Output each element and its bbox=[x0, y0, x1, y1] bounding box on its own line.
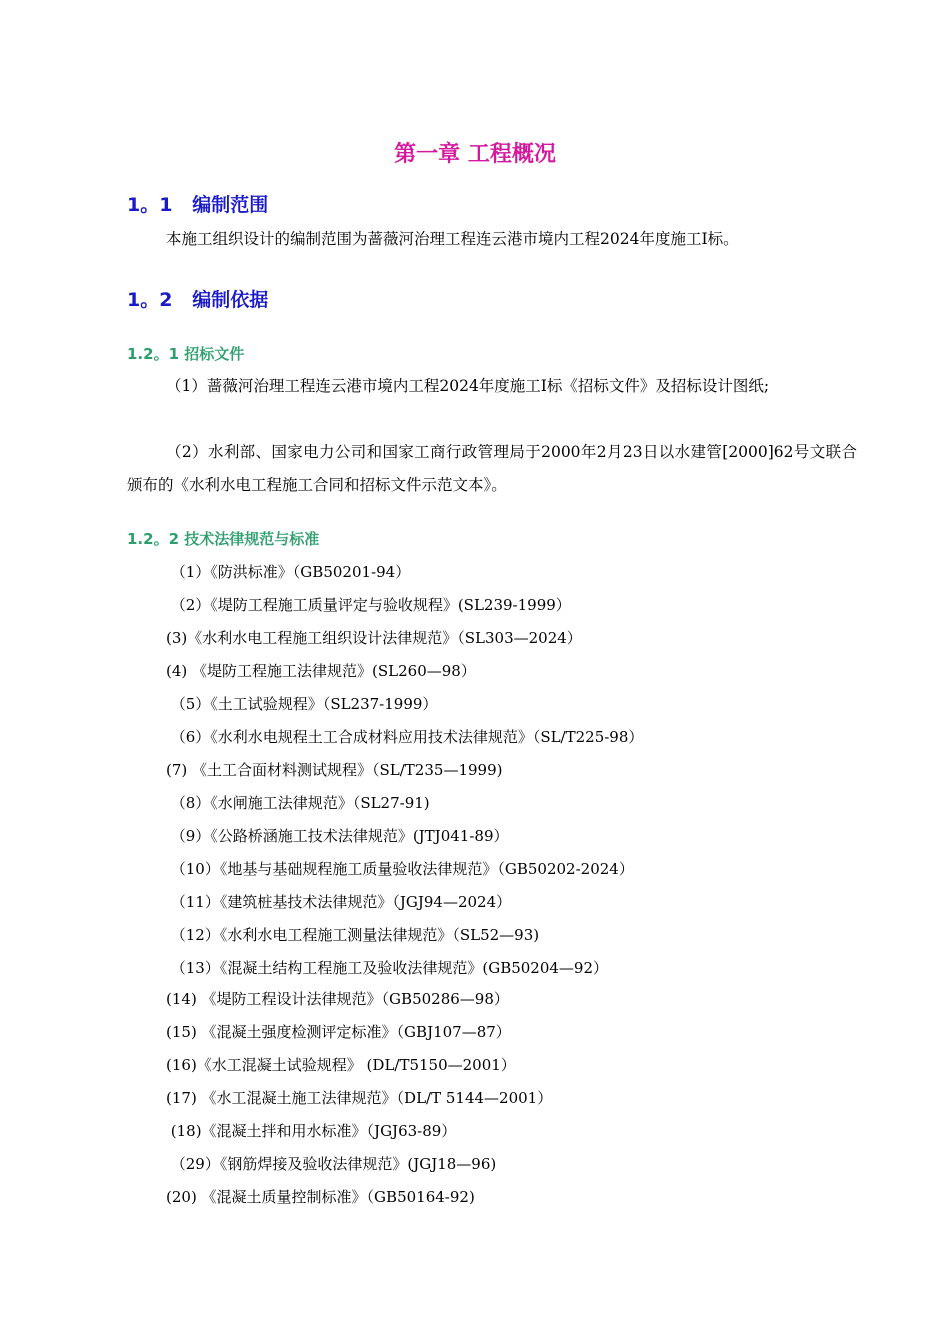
standard-list-item: (15) 《混凝土强度检测评定标准》（GBJ107—87） bbox=[166, 1023, 511, 1041]
standard-list-item: （6）《水利水电规程土工合成材料应用技术法律规范》（SL/T225-98） bbox=[166, 728, 644, 746]
standard-list-item: （29）《钢筋焊接及验收法律规范》(JGJ18—96) bbox=[166, 1155, 497, 1173]
standard-list-item: （8）《水闸施工法律规范》（SL27-91) bbox=[166, 794, 430, 812]
standard-list-item: （13）《混凝土结构工程施工及验收法律规范》(GB50204—92） bbox=[166, 959, 609, 977]
standard-list-item: (17) 《水工混凝土施工法律规范》（DL/T 5144—2001） bbox=[166, 1089, 553, 1107]
subsection-heading-standards: 1.2。2 技术法律规范与标准 bbox=[127, 530, 320, 548]
tender-doc-paragraph: （1）蔷薇河治理工程连云港市境内工程2024年度施工I标《招标文件》及招标设计图纸; bbox=[166, 377, 770, 395]
section-heading-basis: 1。2 编制依据 bbox=[127, 289, 269, 311]
standard-list-item: (16)《水工混凝土试验规程》 (DL/T5150—2001） bbox=[166, 1056, 516, 1074]
standard-list-item: （2）《堤防工程施工质量评定与验收规程》(SL239-1999） bbox=[166, 596, 571, 614]
standard-list-item: (20) 《混凝土质量控制标准》（GB50164-92) bbox=[166, 1188, 475, 1206]
standard-list-item: (14) 《堤防工程设计法律规范》（GB50286—98） bbox=[166, 990, 509, 1008]
standard-list-item: （1）《防洪标准》（GB50201-94） bbox=[166, 563, 411, 581]
scope-paragraph: 本施工组织设计的编制范围为蔷薇河治理工程连云港市境内工程2024年度施工I标。 bbox=[166, 230, 739, 248]
standard-list-item: （12）《水利水电工程施工测量法律规范》（SL52—93) bbox=[166, 926, 540, 944]
chapter-title: 第一章 工程概况 bbox=[394, 142, 556, 167]
standard-list-item: (4) 《堤防工程施工法律规范》(SL260—98） bbox=[166, 662, 476, 680]
section-heading-scope: 1。1 编制范围 bbox=[127, 194, 269, 216]
standard-list-item: （11）《建筑桩基技术法律规范》（JGJ94—2024） bbox=[166, 893, 512, 911]
tender-doc-paragraph: （2）水利部、国家电力公司和国家工商行政管理局于2000年2月23日以水建管[2000]62号文联合颁布的《水利水电工程施工合同和招标文件示范文本》。 bbox=[127, 443, 857, 494]
standard-list-item: （5）《土工试验规程》（SL237-1999） bbox=[166, 695, 438, 713]
standard-list-item: （10）《地基与基础规程施工质量验收法律规范》（GB50202-2024） bbox=[166, 860, 634, 878]
standard-list-item: (3)《水利水电工程施工组织设计法律规范》（SL303—2024） bbox=[166, 629, 582, 647]
standard-list-item: (18)《混凝土拌和用水标准》（JGJ63-89） bbox=[166, 1122, 457, 1140]
standard-list-item: (7) 《土工合面材料测试规程》（SL/T235—1999) bbox=[166, 761, 503, 779]
subsection-heading-tender-docs: 1.2。1 招标文件 bbox=[127, 345, 245, 363]
standard-list-item: （9）《公路桥涵施工技术法律规范》(JTJ041-89） bbox=[166, 827, 509, 845]
